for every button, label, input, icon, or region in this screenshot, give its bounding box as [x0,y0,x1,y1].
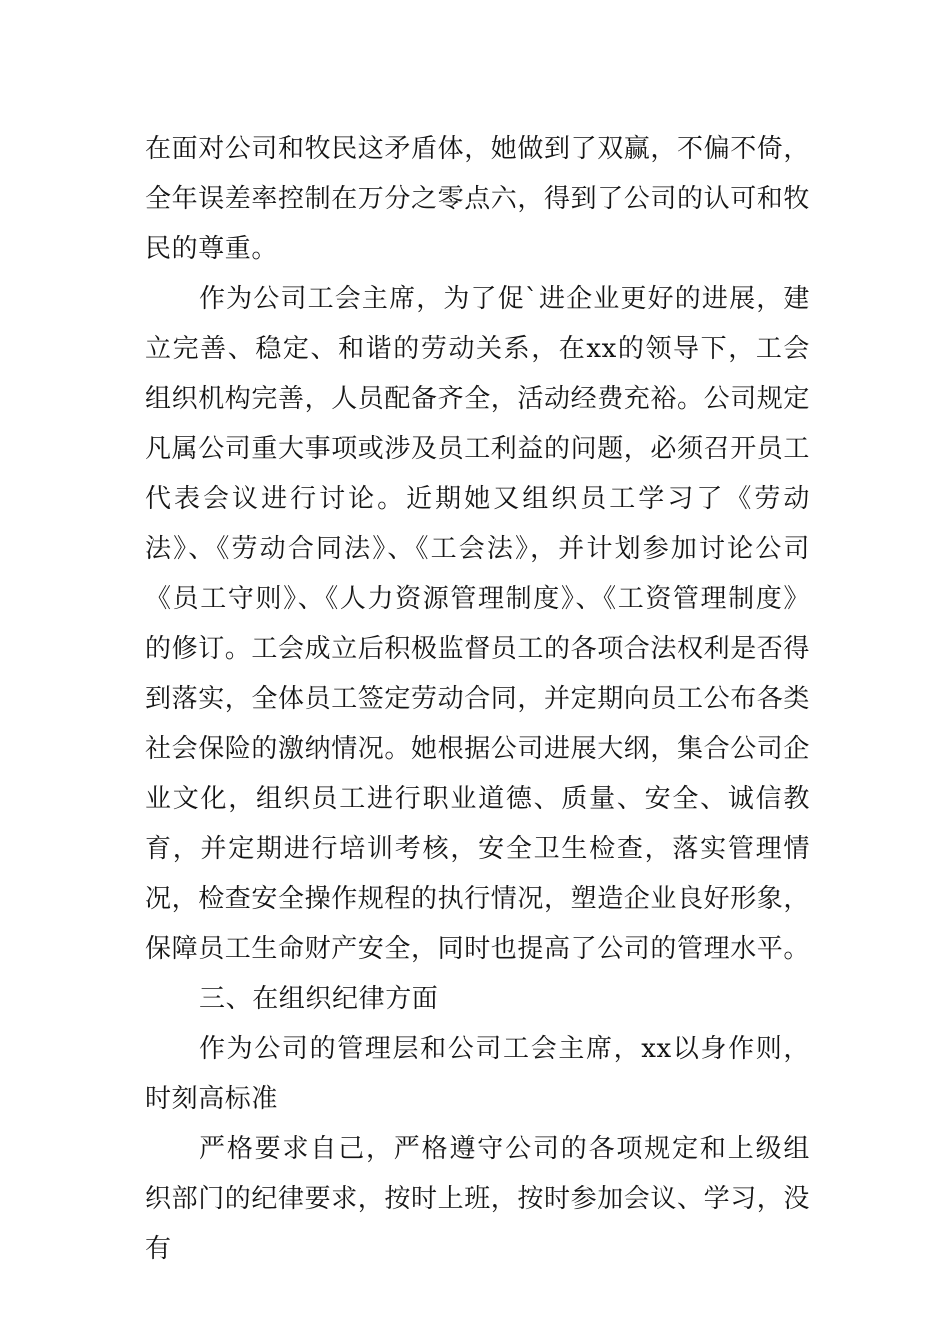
paragraph-discipline-intro: 作为公司的管理层和公司工会主席，xx以身作则，时刻高标准 [145,1034,810,1114]
document-body [145,124,810,1274]
paragraph-continued: 在面对公司和牧民这矛盾体，她做到了双赢，不偏不倚，全年误差率控制在万分之零点六，得到了公司的认可和牧民的尊重。 [145,134,811,264]
paragraph-discipline-detail: 严格要求自己，严格遵守公司的各项规定和上级组织部门的纪律要求，按时上班，按时参加会议、学习，没有 [145,1134,811,1264]
paragraph-union-chairman: 作为公司工会主席，为了促`进企业更好的进展，建立完善、稳定、和谐的劳动关系，在xx的领导下，工会组织机构完善，人员配备齐全，活动经费充裕。公司规定凡属公司重大事项或涉及员工利益的问题，必须召开员工代表会议进行讨论。近期她又组织员工学习了《劳动法》、《劳动合同法》、《工会法》，并计划参加讨论公司《员工守则》、《人力资源管理制度》、《工资管理制度》的修订。工会成立后积极监督员工的各项合法权利是否得到落实，全体员工签定劳动合同，并定期向员工公布各类社会保险的激纳情况。她根据公司进展大纲，集合公司企业文化，组织员工进行职业道德、质量、安全、诚信教育，并定期进行培训考核，安全卫生检查，落实管理情况，检查安全操作规程的执行情况，塑造企业良好形象，保障员工生命财产安全，同时也提高了公司的管理水平。 [145,284,811,964]
section-heading: 三、在组织纪律方面 [199,984,439,1014]
